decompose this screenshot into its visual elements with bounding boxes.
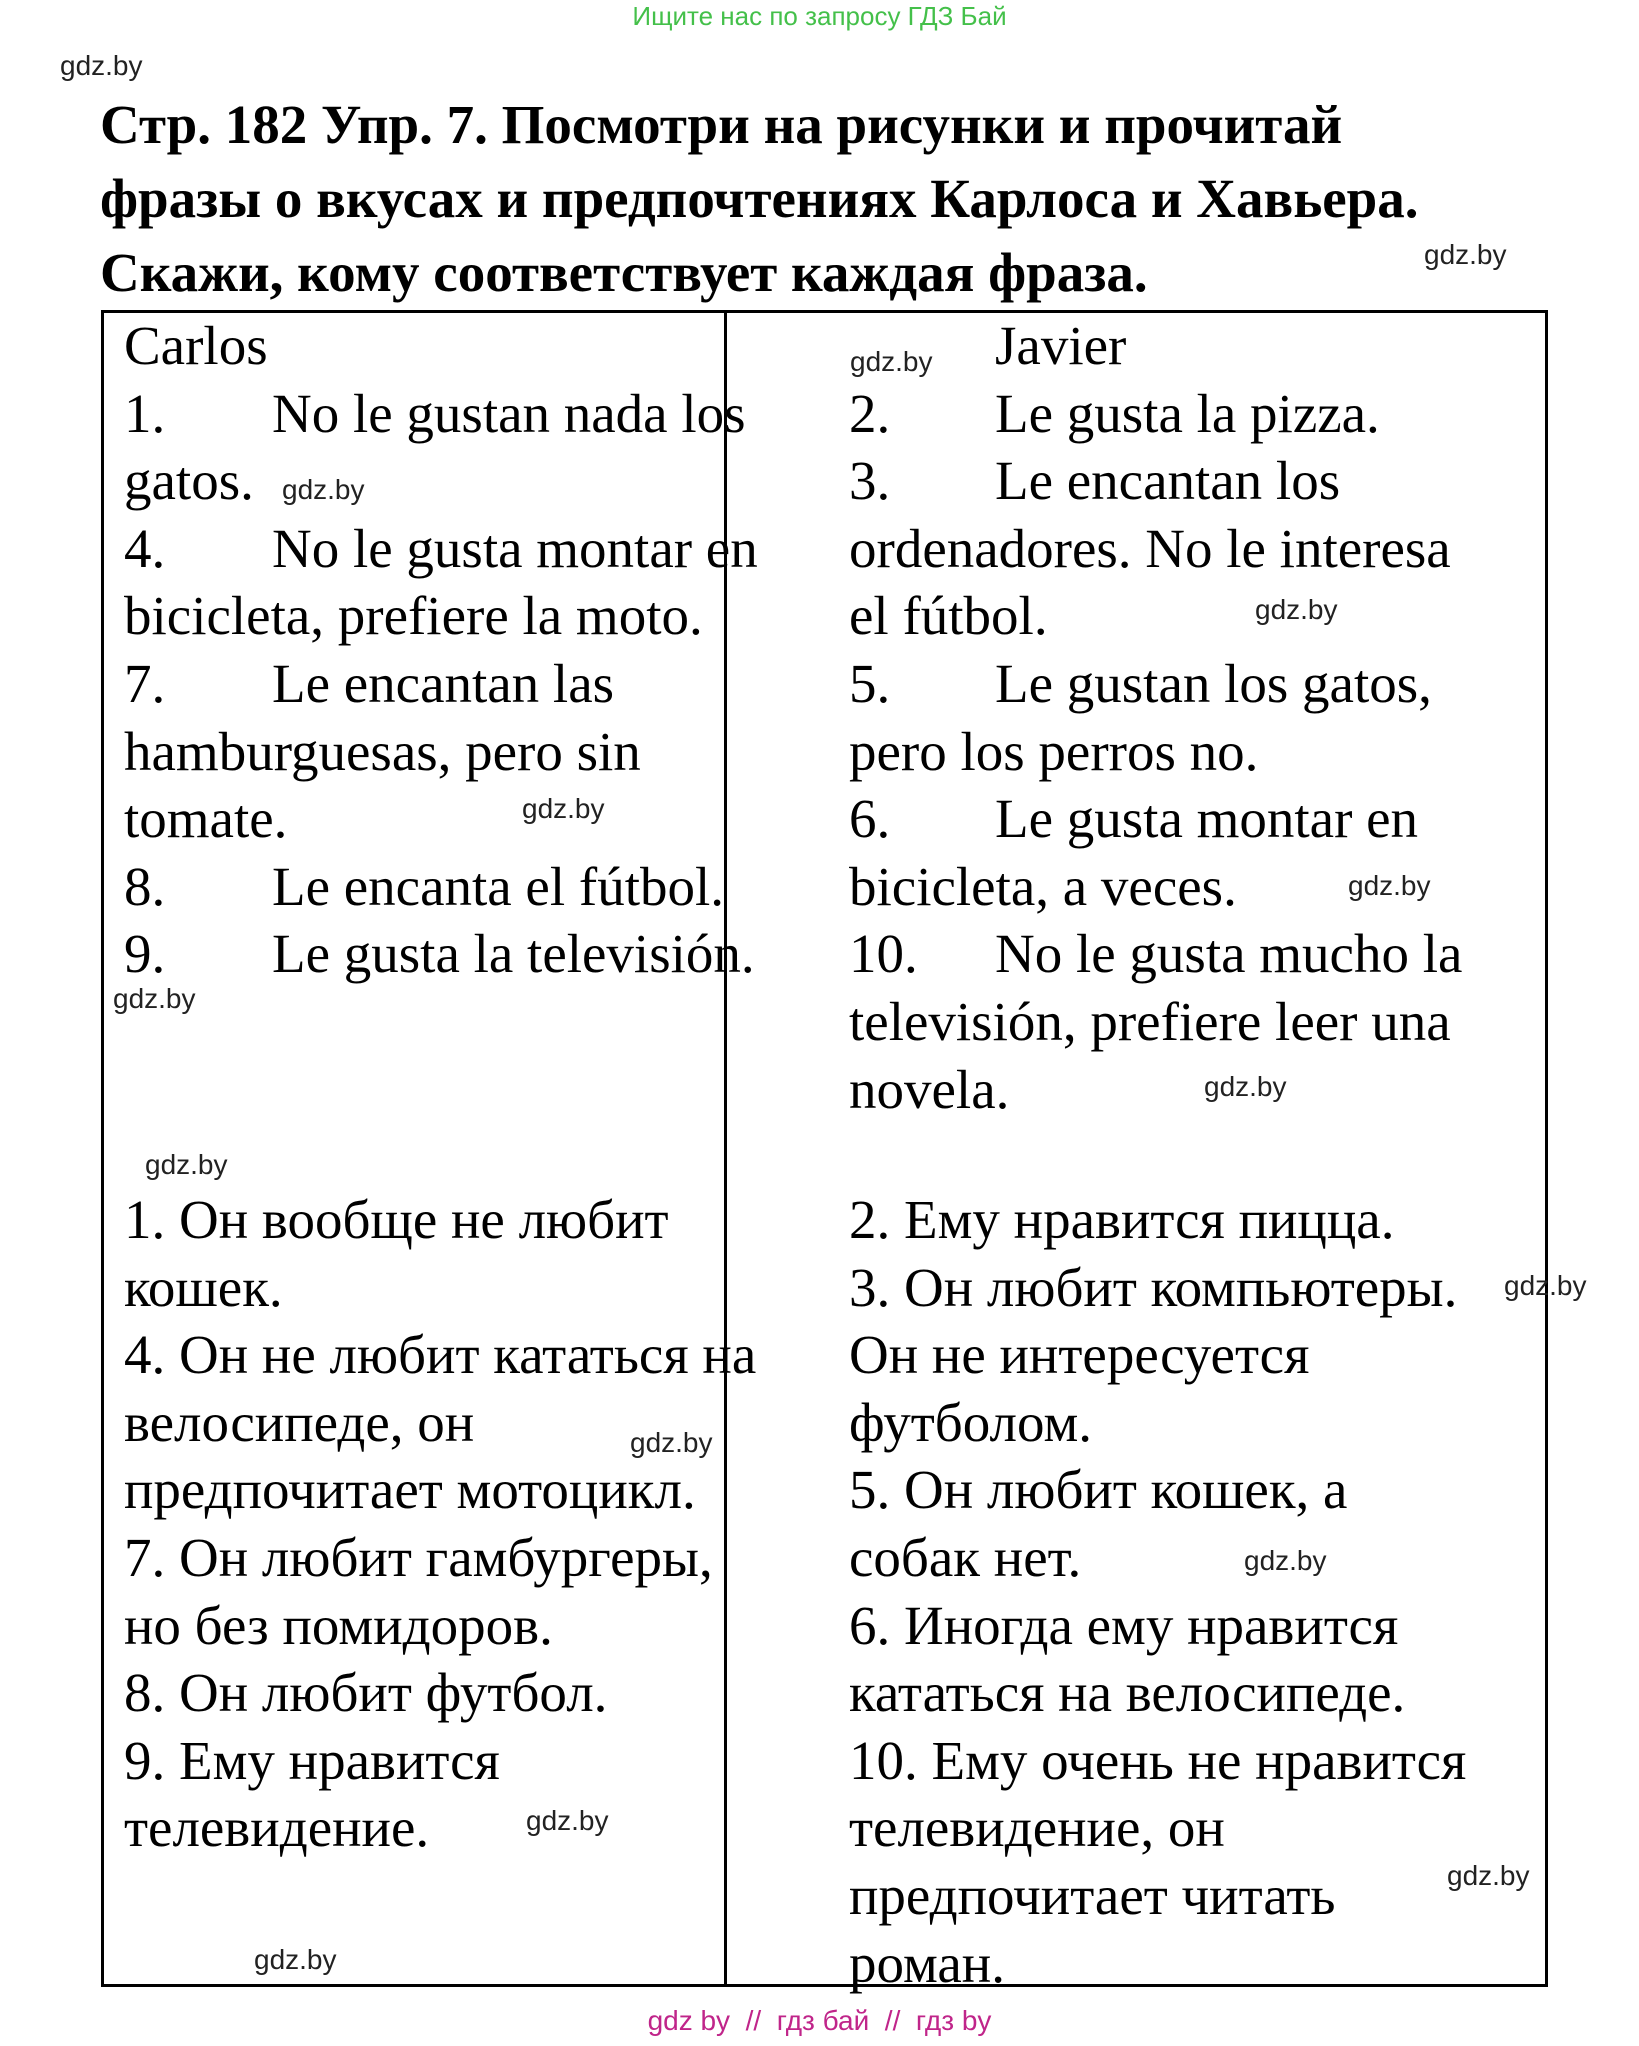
item-text: No le gusta montar en <box>272 517 758 579</box>
translation-line: телевидение. <box>124 1797 430 1859</box>
list-item <box>124 920 758 988</box>
item-text: Le gustan los gatos, <box>995 652 1432 714</box>
item-text: Le gusta la televisión. <box>272 923 755 985</box>
translation-line: роман. <box>849 1932 1005 1994</box>
watermark: gdz.by <box>1244 1545 1327 1576</box>
heading-line-2: фразы о вкусах и предпочтениях Карлоса и Хавьера. <box>100 168 1419 229</box>
watermark: gdz.by <box>254 1944 337 1975</box>
exercise-heading <box>100 88 1560 310</box>
translation-line: 8. Он любит футбол. <box>124 1662 608 1724</box>
translation-line: 3. Он любит компьютеры. <box>849 1256 1458 1318</box>
list-item-continuation: bicicleta, prefiere la moto. <box>124 585 703 647</box>
translation-line: 4. Он не любит кататься на <box>124 1324 757 1386</box>
item-number: 10. <box>849 923 918 985</box>
translation-line: 7. Он любит гамбургеры, <box>124 1526 713 1588</box>
watermark: gdz.by <box>526 1805 609 1836</box>
translation-line: предпочитает читать <box>849 1864 1336 1926</box>
item-text: Le gusta la pizza. <box>995 382 1380 444</box>
list-item <box>124 853 758 921</box>
item-text: Le encantan las <box>272 652 615 714</box>
item-number: 7. <box>124 652 166 714</box>
javier-russian-cell <box>849 1186 1466 1997</box>
item-number: 9. <box>124 923 166 985</box>
translation-line: 6. Иногда ему нравится <box>849 1594 1399 1656</box>
list-item <box>124 380 758 448</box>
item-number: 5. <box>849 652 891 714</box>
list-item <box>124 650 758 718</box>
item-number: 6. <box>849 788 891 850</box>
translation-line: кататься на велосипеде. <box>849 1662 1406 1724</box>
item-number: 8. <box>124 855 166 917</box>
watermark: gdz.by <box>145 1149 228 1180</box>
list-item-continuation: gatos. <box>124 450 254 512</box>
list-item-continuation: tomate. <box>124 788 288 850</box>
footer-links: gdz by // гдз бай // гдз by <box>647 2005 992 2036</box>
heading-line-1: Стр. 182 Упр. 7. Посмотри на рисунки и прочитай <box>100 94 1343 155</box>
watermark: gdz.by <box>113 983 196 1014</box>
translation-line: 2. Ему нравится пицца. <box>849 1189 1395 1250</box>
list-item-continuation: televisión, prefiere leer una <box>849 990 1451 1052</box>
carlos-spanish-cell <box>124 312 758 988</box>
watermark: gdz.by <box>522 793 605 824</box>
top-banner: Ищите нас по запросу ГДЗ Бай <box>632 1 1007 31</box>
javier-spanish-cell <box>849 312 1462 1123</box>
list-item-continuation: novela. <box>849 1058 1010 1120</box>
translation-line: телевидение, он <box>849 1797 1225 1859</box>
watermark: gdz.by <box>1348 870 1431 901</box>
heading-line-3: Скажи, кому соответствует каждая фраза. <box>100 242 1148 303</box>
item-number: 4. <box>124 517 166 579</box>
watermark: gdz.by <box>1255 594 1338 625</box>
watermark: gdz.by <box>60 50 143 81</box>
translation-line: 5. Он любит кошек, а <box>849 1459 1348 1521</box>
list-item-continuation: bicicleta, a veces. <box>849 855 1237 917</box>
translation-line: предпочитает мотоцикл. <box>124 1459 696 1521</box>
list-item-continuation: hamburguesas, pero sin <box>124 720 641 782</box>
item-number: 1. <box>124 382 166 444</box>
translation-line: 9. Ему нравится <box>124 1729 500 1791</box>
list-item-continuation: el fútbol. <box>849 585 1048 647</box>
watermark: gdz.by <box>1447 1860 1530 1891</box>
list-item-continuation: ordenadores. No le interesa <box>849 517 1451 579</box>
carlos-russian-cell <box>124 1186 756 1862</box>
translation-line: футболом. <box>849 1391 1093 1453</box>
translation-line: Он не интересуется <box>849 1324 1310 1386</box>
list-item <box>849 447 1462 515</box>
translation-line: но без помидоров. <box>124 1594 553 1656</box>
item-text: No le gustan nada los <box>272 382 746 444</box>
translation-line: велосипеде, он <box>124 1391 475 1453</box>
list-item <box>849 785 1462 853</box>
item-text: Le encantan los <box>995 450 1341 512</box>
watermark: gdz.by <box>1504 1270 1587 1301</box>
translation-line: собак нет. <box>849 1526 1082 1588</box>
column-header-carlos: Carlos <box>124 315 268 376</box>
list-item-continuation: pero los perros no. <box>849 720 1259 782</box>
list-item <box>849 380 1462 448</box>
item-text: Le gusta montar en <box>995 788 1419 850</box>
translation-line: 10. Ему очень не нравится <box>849 1729 1467 1791</box>
item-number: 2. <box>849 382 891 444</box>
item-text: No le gusta mucho la <box>995 923 1463 985</box>
list-item <box>124 515 758 583</box>
list-item <box>849 650 1462 718</box>
list-item <box>849 920 1462 988</box>
column-header-javier: Javier <box>995 315 1127 376</box>
item-text: Le encanta el fútbol. <box>272 855 725 917</box>
watermark: gdz.by <box>630 1427 713 1458</box>
watermark: gdz.by <box>1204 1071 1287 1102</box>
watermark: gdz.by <box>282 474 365 505</box>
watermark: gdz.by <box>850 346 933 377</box>
watermark: gdz.by <box>1424 239 1507 270</box>
translation-line: 1. Он вообще не любит <box>124 1189 669 1250</box>
translation-line: кошек. <box>124 1256 283 1318</box>
item-number: 3. <box>849 450 891 512</box>
